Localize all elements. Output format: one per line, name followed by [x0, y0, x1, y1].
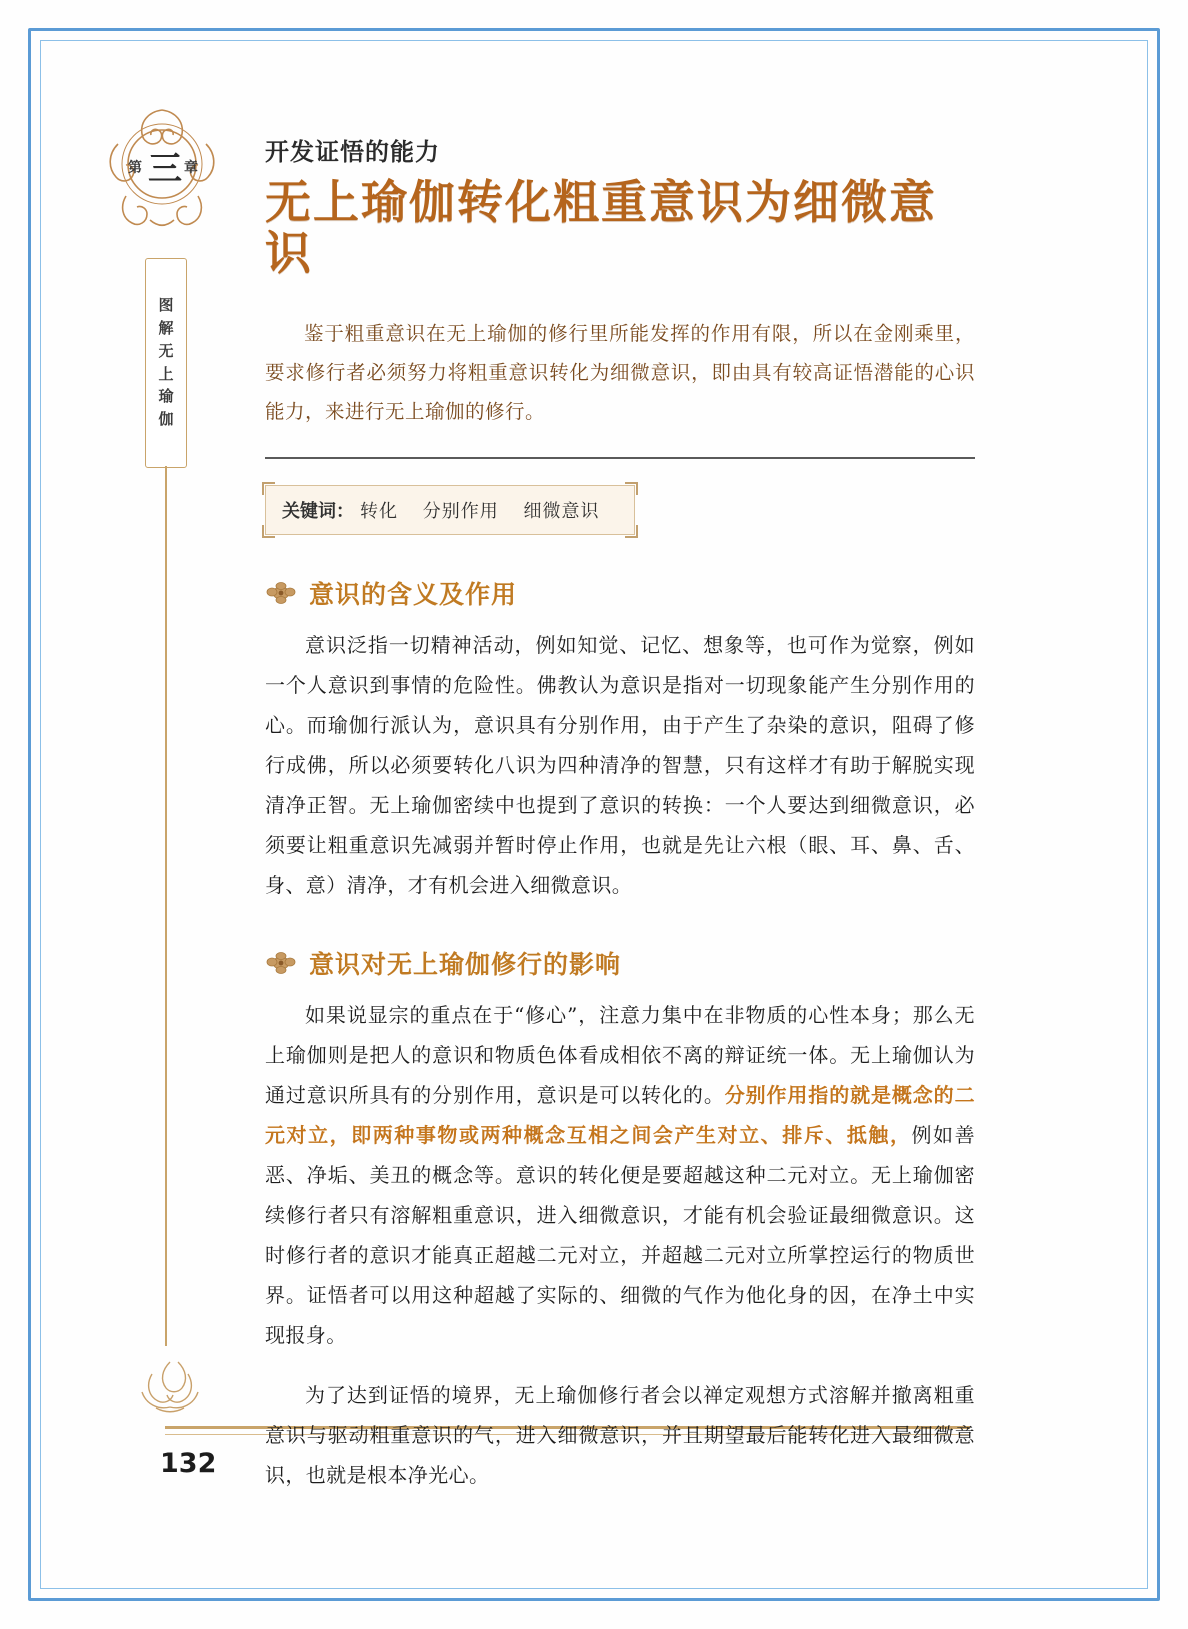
- keywords-box: [265, 485, 635, 535]
- keyword-item: 转化: [360, 501, 398, 523]
- side-tab-char: 伽: [158, 410, 174, 428]
- section-eyebrow: 开发证悟的能力: [265, 138, 440, 166]
- book-title-side-tab: [145, 258, 187, 468]
- section-influence-on-practice: [265, 945, 975, 1495]
- page-number: 132: [160, 1448, 217, 1479]
- body-paragraph: [265, 995, 975, 1355]
- page-title: 无上瑜伽转化粗重意识为细微意识: [265, 175, 937, 280]
- main-content: [265, 132, 975, 1515]
- divider: [265, 457, 975, 459]
- body-paragraph: [265, 1375, 975, 1495]
- side-tab-char: 解: [158, 319, 174, 337]
- left-margin-rule: [165, 466, 167, 1346]
- lotus-ornament-icon: [134, 1352, 206, 1418]
- flower-bullet-icon: [265, 581, 297, 605]
- body-paragraph: 意识泛指一切精神活动，例如知觉、记忆、想象等，也可作为觉察，例如一个人意识到事情的危险性。佛教认为意识是指对一切现象能产生分别作用的心。而瑜伽行派认为，意识具有分别作用，由于产生了杂染的意识，阻碍了修行成佛，所以必须要转化八识为四种清净的智慧，只有这样才有助于解脱实现清净正智。无上瑜伽密续中也提到了意识的转换：一个人要达到细微意识，必须要让粗重意识先减弱并暂时停止作用，也就是先让六根（眼、耳、鼻、舌、身、意）清净，才有机会进入细微意识。: [265, 633, 975, 898]
- side-tab-char: 无: [158, 341, 174, 360]
- side-tab-char: 图: [158, 296, 174, 315]
- corner-ornament: [625, 482, 638, 495]
- corner-ornament: [625, 525, 638, 538]
- chapter-pre: 第: [128, 160, 142, 176]
- side-tab-char: 瑜: [158, 387, 174, 406]
- keyword-item: 细微意识: [523, 501, 600, 523]
- lead-paragraph: 鉴于粗重意识在无上瑜伽的修行里所能发挥的作用有限，所以在金刚乘里，要求修行者必须努力将粗重意识转化为细微意识，即由具有较高证悟潜能的心识能力，来进行无上瑜伽的修行。: [265, 322, 975, 424]
- section-consciousness-meaning: [265, 575, 975, 905]
- text-run: 为了达到证悟的境界，无上瑜伽修行者会以禅定观想方式溶解并撤离粗重意识与驱动粗重意识的气，进入细微意识，并且期望最后能转化进入最细微意识，也就是根本净光心。: [265, 1383, 975, 1488]
- text-run: 例如善恶、净垢、美丑的概念等。意识的转化便是要超越这种二元对立。无上瑜伽密续修行者只有溶解粗重意识，进入细微意识，才能有机会验证最细微意识。这时修行者的意识才能真正超越二元对立，并超越二元对立所掌控运行的物质世界。证悟者可以用这种超越了实际的、细微的气作为他化身的因，在净土中实现报身。: [265, 1123, 975, 1348]
- keyword-item: 分别作用: [422, 501, 499, 523]
- corner-ornament: [262, 525, 275, 538]
- text-run: 如果说显宗的重点在于“修心”，注意力集中在非物质的心性本身；那么无上瑜伽则是把人的意识和物质色体看成相依不离的辩证统一体。无上瑜伽认为通过意识所具有的分别作用，意识是可以转化的。: [265, 1003, 975, 1108]
- section-title: 意识对无上瑜伽修行的影响: [309, 950, 622, 980]
- chapter-post: 章: [184, 160, 198, 176]
- flower-bullet-icon: [265, 951, 297, 975]
- corner-ornament: [262, 482, 275, 495]
- keywords-label: 关键词：: [282, 501, 354, 523]
- chapter-ornament: [92, 92, 232, 242]
- section-title: 意识的含义及作用: [309, 580, 518, 610]
- chapter-number: 三: [148, 149, 182, 189]
- keywords-items: [360, 497, 617, 523]
- side-tab-char: 上: [158, 364, 174, 383]
- highlighted-text-run: 分别作用指的就是概念的二元对立，即两种事物或两种概念互相之间会产生对立、排斥、抵触，: [265, 1083, 975, 1148]
